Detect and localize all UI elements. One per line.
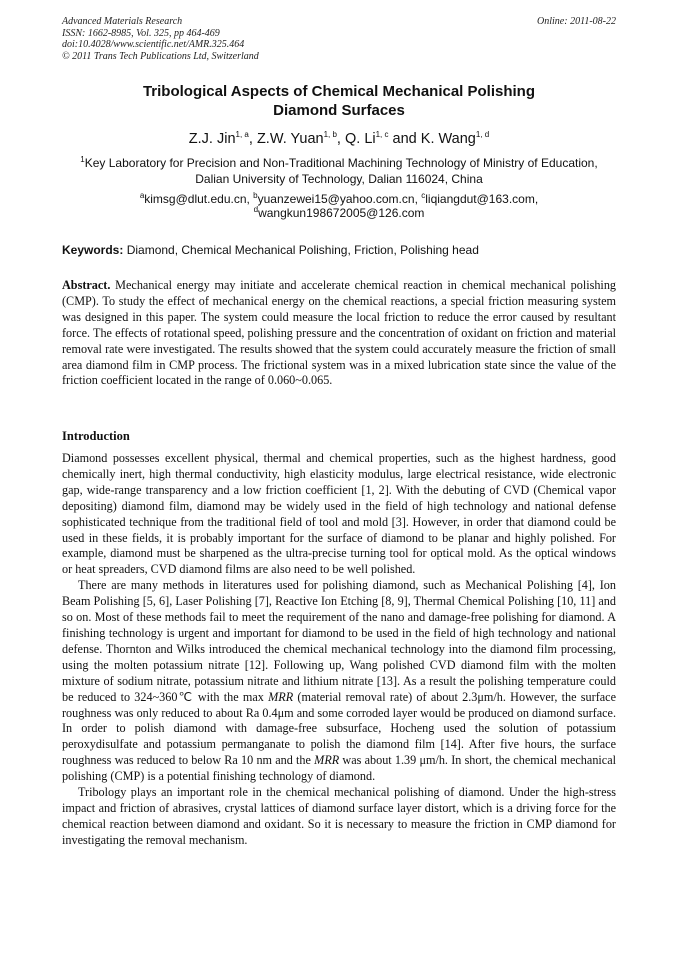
paragraph: Tribology plays an important role in the chemical mechanical polishing of diamond. Under the high-stress impact and friction of abrasives, crystal lattices of diamond surface layer distort, which is a driving force for the chemical reaction between diamond and oxidant. So it is necessary to measure the friction in CMP diamond for investigating the removal mechanism. — [62, 785, 616, 847]
paragraph-text: (material removal rate) of about 2.3μm/h. However, the surface roughness was only reduced to about Ra 0.4μm and some corroded layer would be produced on diamond surface. In order to polish diamond with damage-free subsurface, Hocheng used the solution of potassium peroxydisulfate and potassium permanganate to polish the diamond film [14]. After five hours, the surface roughness was reduced to below Ra 10 nm and the — [62, 689, 616, 768]
author-name: Z.W. Yuan — [256, 131, 324, 147]
author-name: Q. Li — [344, 131, 376, 147]
abstract-label: Abstract. — [62, 278, 111, 292]
journal-header — [62, 16, 616, 62]
section-heading-introduction: Introduction — [62, 429, 130, 443]
email-address[interactable]: wangkun198672005@126.com — [258, 206, 425, 220]
email-address[interactable]: yuanzewei15@yahoo.com.cn, — [257, 192, 418, 206]
affiliation-line-2: Dalian University of Technology, Dalian 116024, China — [195, 172, 483, 186]
mrr-term: MRR — [314, 753, 340, 768]
introduction-body — [62, 451, 616, 849]
issn-line: ISSN: 1662-8985, Vol. 325, pp 464-469 — [62, 27, 220, 39]
journal-name: Advanced Materials Research — [62, 16, 183, 27]
abstract-text: Mechanical energy may initiate and accelerate chemical reaction in chemical mechanical polishing (CMP). To study the effect of mechanical energy on the chemical reactions, a special friction measuring system was designed in this paper. The system could measure the local friction to reduce the error caused by resultant force. The effects of rotational speed, polishing pressure and the concentration of oxidant on friction and material removal rate were investigated. The results showed that the system could accurately measure the friction of small area diamond film in CMP process. The frictional system was in a mixed lubrication state since the value of the friction coefficient located in the range of 0.060~0.065. — [62, 278, 617, 388]
title-line-2: Diamond Surfaces — [273, 102, 405, 119]
affiliation — [62, 155, 616, 187]
keywords-text: Diamond, Chemical Mechanical Polishing, Friction, Polishing head — [126, 243, 479, 257]
author-affil-sup: 1, d — [475, 130, 490, 140]
paragraph: Diamond possesses excellent physical, thermal and chemical properties, such as the highest hardness, good chemically inert, high thermal conductivity, high elasticity modulus, large electrical resistance, wide electronic gap, wide-range transparency and a low friction coefficient [1, 2]. With the debuting of CVD (Chemical vapor depositing) diamond film, diamond may be widely used in the field of high technology and national defense sophisticated technique from the traditional field of tool and mold [3]. However, in order that diamond could be used in these fields, it is probably important for the surface of diamond to be planar and highly polished. For example, diamond must be sharpened as the ultra-precise turning tool for optical mold. As the optical windows or heat spreaders, CVD diamond films are also need to be well polished. — [62, 451, 616, 577]
paragraph-text: was about 1.39 μm/h. In short, the chemical mechanical polishing (CMP) is a potential finishing technology of diamond. — [62, 753, 616, 784]
keywords-label: Keywords: — [62, 243, 124, 257]
email-sup: a — [139, 191, 145, 200]
email-sup: b — [253, 191, 258, 200]
online-date: Online: 2011-08-22 — [537, 16, 616, 27]
abstract — [62, 278, 616, 389]
keywords — [62, 242, 616, 258]
affiliation-line-1: Key Laboratory for Precision and Non-Traditional Machining Technology of Ministry of Education, — [84, 156, 598, 170]
paper-title — [62, 82, 616, 120]
author-and: and — [392, 131, 417, 147]
author-affil-sup: 1, a — [235, 130, 249, 140]
email-list — [62, 192, 616, 220]
title-line-1: Tribological Aspects of Chemical Mechanical Polishing — [142, 83, 536, 100]
author-name: Z.J. Jin — [188, 131, 236, 147]
author-affil-sup: 1, b — [323, 130, 337, 140]
paragraph — [62, 578, 616, 785]
doi-line: doi:10.4028/www.scientific.net/AMR.325.464 — [62, 39, 245, 50]
paragraph-text: There are many methods in literatures used for polishing diamond, such as Mechanical Polishing [4], Ion Beam Polishing [5, 6], Laser Polishing [7], Reactive Ion Etching [8, 9], Thermal Chemical Polishing [10, 11] and so on. Most of these methods fail to meet the requirement of the nano and damage-free polishing for diamond. A finishing technology is urgent and important for diamond to be used in the field of high technology and national defense. Thornton and Wilks introduced the chemical mechanical technology into the diamond film processing, using the molten potassium nitrate [12]. Following up, Wang polished CVD diamond film with the molten mixture of sodium nitrate, potassium nitrate and lithium nitrate [13]. As a result the polishing temperature could be reduced to 324~360℃ with the max — [62, 578, 616, 704]
email-sup: c — [421, 191, 426, 200]
author-list: Z.J. Jin$^{1, a}$, Z.W. Yuan$^{1, b}$, Q. Li$^{1, c}$ and K. Wang$^{1, d}$ — [188, 130, 490, 147]
author-affil-sup: 1, c — [375, 130, 389, 140]
email-address[interactable]: liqiangdut@163.com, — [425, 192, 539, 206]
affiliation-sup: 1 — [80, 155, 85, 164]
author-name: K. Wang — [420, 131, 476, 147]
email-sup: d — [253, 205, 259, 214]
email-address[interactable]: kimsg@dlut.edu.cn, — [144, 192, 250, 206]
copyright-line: © 2011 Trans Tech Publications Ltd, Switzerland — [62, 50, 259, 62]
mrr-term: MRR — [268, 689, 294, 704]
